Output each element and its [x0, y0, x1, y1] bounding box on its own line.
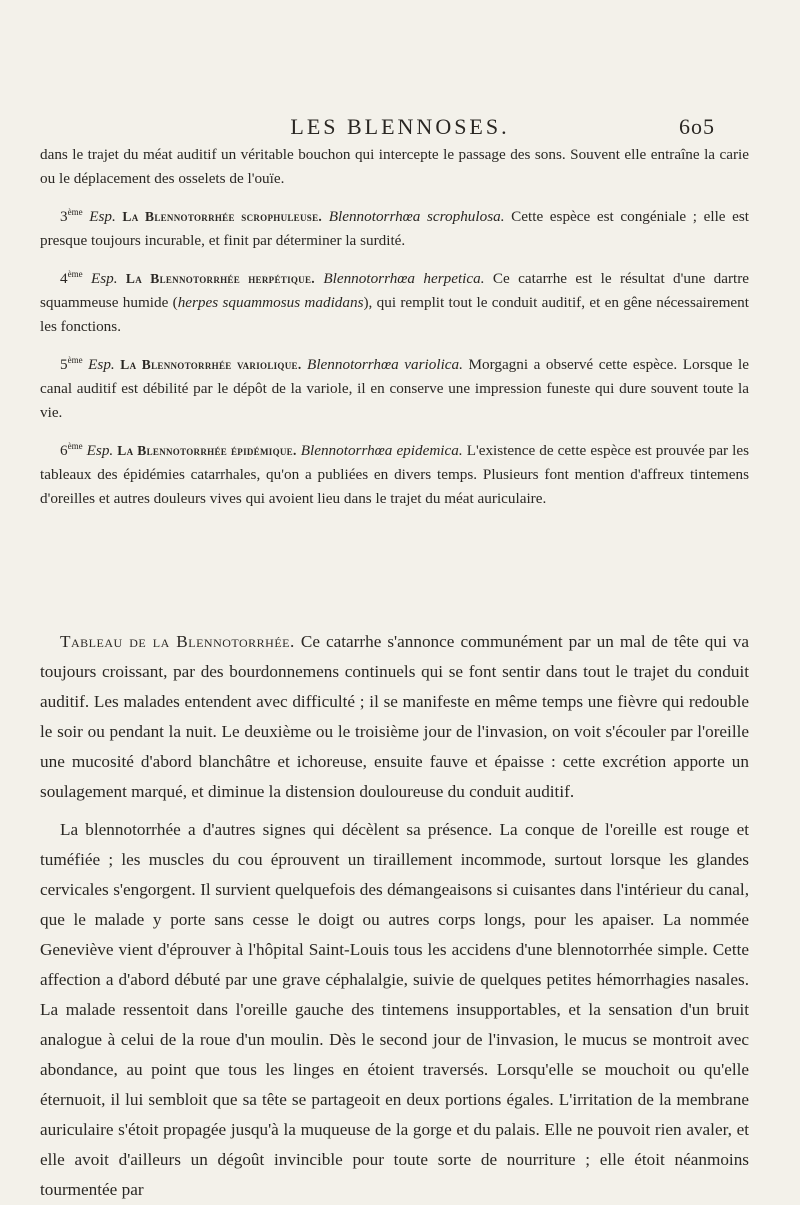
paragraph-species-3 — [40, 205, 749, 253]
section-body: Ce catarrhe s'annonce communément par un mal de tête qui va toujours croissant, par des bourdonnemens continuels qui se font sentir dans tout le trajet du conduit auditif. Les malades entendent avec difficulté ; il se manifeste en même temps une fièvre qui redouble le soir ou pendant la nuit. Le deuxième ou le troisième jour de l'invasion, on voit s'écouler par l'oreille une mucosité d'abord blanchâtre et ichoreuse, ensuite fauve et épaisse : cette excrétion apporte un soulagement marqué, et diminue la distension douloureuse du conduit auditif. — [40, 632, 750, 801]
section-heading: Tableau de la Blennotorrhée. — [60, 632, 295, 651]
species-ordinal: ème — [67, 440, 83, 451]
species-body: L'existence de cette espèce est prouvée par les tableaux des épidémies catarrhales, qu'on a publiées en divers temps. Plusieurs font mention d'affreux tintemens d'oreilles et autres douleurs vives qui avoient lieu dans le trajet du méat auriculaire. — [40, 442, 750, 507]
species-title: La Blennotorrhée épidémique. — [117, 443, 297, 458]
species-title: La Blennotorrhée variolique. — [120, 357, 302, 372]
paragraph-species-5 — [40, 353, 749, 425]
paragraph-species-6 — [40, 439, 749, 511]
species-latin: Blennotorrhœa scrophulosa. — [328, 208, 505, 225]
tableau-section — [40, 627, 749, 1205]
paragraph-continuation: dans le trajet du méat auditif un véritable bouchon qui intercepte le passage des sons. Souvent elle entraîne la carie ou le déplacement des osselets de l'ouïe. — [40, 146, 749, 187]
species-section — [40, 143, 749, 511]
running-title: LES BLENNOSES. — [290, 114, 510, 139]
species-abbrev: Esp. — [90, 270, 118, 287]
species-latin: Blennotorrhœa herpetica. — [323, 270, 485, 287]
paragraph-tableau — [40, 627, 749, 807]
species-body-end: ), qui remplit tout le conduit auditif, et en gêne nécessairement les fonctions. — [40, 294, 749, 335]
species-number: 3 — [60, 208, 68, 225]
species-ordinal: ème — [67, 268, 83, 279]
species-number: 4 — [60, 270, 68, 287]
species-latin: Blennotorrhœa epidemica. — [300, 442, 463, 459]
species-latin-inline: herpes squammosus madidans — [177, 294, 364, 311]
species-body: Ce catarrhe est le résultat d'une dartre squammeuse humide ( — [40, 270, 750, 311]
species-title: La Blennotorrhée herpétique. — [125, 271, 315, 286]
species-abbrev: Esp. — [88, 356, 115, 373]
species-latin: Blennotorrhœa variolica. — [307, 356, 463, 373]
species-ordinal: ème — [67, 206, 83, 217]
paragraph-signs: La blennotorrhée a d'autres signes qui décèlent sa présence. La conque de l'oreille est rouge et tuméfiée ; les muscles du cou éprouvent un tiraillement incommode, surtout lorsque les glandes cervicales s'engorgent. Il survient quelquefois des démangeaisons si cuisantes dans l'intérieur du canal, que le malade y porte sans cesse le doigt ou autres corps longs, pour les apaiser. La nommée Geneviève vient d'éprouver à l'hôpital Saint-Louis tous les accidens d'une blennotorrhée simple. Cette affection a d'abord débuté par une grave céphalalgie, suivie de quelques petites hémorrhagies nasales. La malade ressentoit dans l'oreille gauche des tintemens insupportables, et la sensation d'un bruit analogue à celui de la roue d'un moulin. Dès le second jour de l'invasion, le mucus se montroit avec abondance, au point que tous les linges en étoient traversés. Lorsqu'elle se mouchoit ou qu'elle éternuoit, il lui sembloit que sa tête se partageoit en deux portions égales. L'irritation de la membrane auriculaire s'étoit propagée jusqu'à la muqueuse de la gorge et du palais. Elle ne pouvoit rien avaler, et elle avoit d'ailleurs un dégoût invincible pour toute sorte de nourriture ; elle étoit néanmoins tourmentée par — [40, 820, 749, 1199]
species-ordinal: ème — [67, 354, 83, 365]
species-number: 5 — [60, 356, 68, 373]
species-body: Cette espèce est congéniale ; elle est presque toujours incurable, et finit par déterminer la surdité. — [40, 208, 750, 249]
species-abbrev: Esp. — [86, 442, 114, 459]
species-abbrev: Esp. — [89, 208, 116, 225]
species-title: La Blennotorrhée scrophuleuse. — [122, 209, 323, 224]
paragraph-species-4 — [40, 267, 749, 339]
species-number: 6 — [60, 442, 68, 459]
species-body: Morgagni a observé cette espèce. Lorsque le canal auditif est débilité par le dépôt de la variole, il en conserve une impression funeste qui dure souvent toute la vie. — [40, 356, 749, 421]
page-number: 6o5 — [679, 114, 715, 139]
